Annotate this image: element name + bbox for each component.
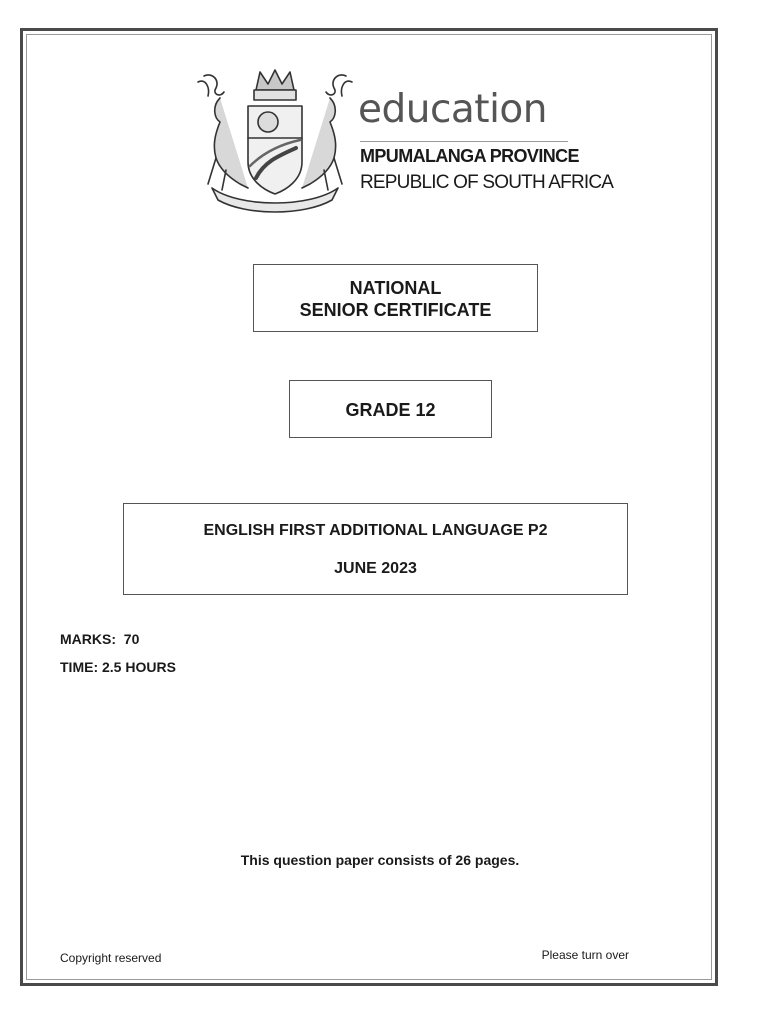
time-line [60,659,176,675]
certificate-line-1: NATIONAL [349,278,442,298]
subject-box [123,503,628,595]
grade-box [289,380,492,438]
brand-wordmark: education [358,87,548,132]
country-name: REPUBLIC OF SOUTH AFRICA [360,172,614,193]
marks-value: 70 [123,631,140,647]
subject-title: ENGLISH FIRST ADDITIONAL LANGUAGE P2 [203,522,548,539]
turn-over-notice: Please turn over [541,948,629,962]
marks-line [60,631,139,647]
certificate-line-2: SENIOR CERTIFICATE [299,300,492,320]
page-count-note: This question paper consists of 26 pages. [240,852,520,868]
time-label: TIME: [60,659,99,675]
brand-divider [360,141,568,142]
coat-of-arms-icon [190,66,360,214]
grade-label: GRADE 12 [345,400,436,420]
exam-date: JUNE 2023 [334,560,417,577]
copyright-notice: Copyright reserved [60,951,162,965]
time-value: 2.5 HOURS [102,659,176,675]
province-name: MPUMALANGA PROVINCE [360,146,579,166]
marks-label: MARKS: [60,631,116,647]
certificate-box [253,264,538,332]
